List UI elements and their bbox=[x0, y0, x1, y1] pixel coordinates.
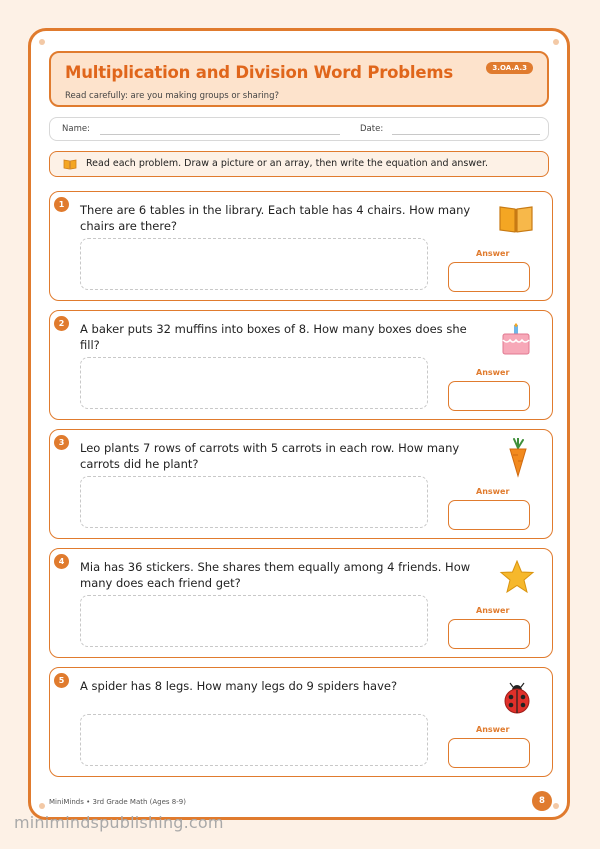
problem-number: 1 bbox=[54, 197, 69, 212]
problem-card bbox=[49, 548, 553, 658]
corner-dot bbox=[39, 39, 45, 45]
problem-number: 5 bbox=[54, 673, 69, 688]
cake-icon bbox=[500, 323, 532, 357]
date-label: Date: bbox=[360, 124, 384, 134]
answer-label: Answer bbox=[476, 487, 510, 496]
work-area[interactable] bbox=[80, 595, 428, 647]
answer-label: Answer bbox=[476, 249, 510, 258]
problem-card bbox=[49, 429, 553, 539]
problem-text: Leo plants 7 rows of carrots with 5 carrots in each row. How many carrots did he plant? bbox=[80, 441, 460, 471]
carrot-icon bbox=[504, 438, 532, 478]
problem-text: A baker puts 32 muffins into boxes of 8. How many boxes does she fill? bbox=[80, 322, 467, 352]
problem-card bbox=[49, 310, 553, 420]
page-subtitle: Read carefully: are you making groups or sharing? bbox=[65, 91, 279, 101]
book-icon bbox=[498, 204, 534, 234]
instructions-text: Read each problem. Draw a picture or an array, then write the equation and answer. bbox=[86, 158, 489, 169]
instructions-box bbox=[49, 151, 549, 177]
page-title: Multiplication and Division Word Problems bbox=[65, 63, 453, 82]
ladybug-icon bbox=[502, 682, 532, 714]
standard-badge: 3.OA.A.3 bbox=[486, 62, 533, 74]
footer-text: MiniMinds • 3rd Grade Math (Ages 8-9) bbox=[49, 798, 186, 806]
answer-box[interactable] bbox=[448, 500, 530, 530]
answer-label: Answer bbox=[476, 725, 510, 734]
problem-card bbox=[49, 191, 553, 301]
name-label: Name: bbox=[62, 124, 90, 134]
answer-label: Answer bbox=[476, 368, 510, 377]
student-info-bar bbox=[49, 117, 549, 141]
corner-dot bbox=[553, 803, 559, 809]
work-area[interactable] bbox=[80, 238, 428, 290]
work-area[interactable] bbox=[80, 476, 428, 528]
problem-text: A spider has 8 legs. How many legs do 9 spiders have? bbox=[80, 679, 398, 693]
page-number: 8 bbox=[532, 791, 552, 811]
problem-card bbox=[49, 667, 553, 777]
problem-number: 3 bbox=[54, 435, 69, 450]
name-field[interactable] bbox=[100, 134, 340, 135]
problem-number: 4 bbox=[54, 554, 69, 569]
answer-box[interactable] bbox=[448, 262, 530, 292]
date-field[interactable] bbox=[392, 134, 540, 135]
worksheet-page bbox=[28, 28, 570, 820]
star-icon bbox=[499, 560, 535, 594]
answer-label: Answer bbox=[476, 606, 510, 615]
watermark: minimindspublishing.com bbox=[14, 813, 224, 832]
problem-text: Mia has 36 stickers. She shares them equally among 4 friends. How many does each friend get? bbox=[80, 560, 471, 590]
problem-number: 2 bbox=[54, 316, 69, 331]
answer-box[interactable] bbox=[448, 381, 530, 411]
corner-dot bbox=[39, 803, 45, 809]
answer-box[interactable] bbox=[448, 738, 530, 768]
book-icon bbox=[63, 159, 77, 170]
answer-box[interactable] bbox=[448, 619, 530, 649]
work-area[interactable] bbox=[80, 357, 428, 409]
corner-dot bbox=[553, 39, 559, 45]
problem-text: There are 6 tables in the library. Each table has 4 chairs. How many chairs are there? bbox=[80, 203, 471, 233]
worksheet-header bbox=[49, 51, 549, 107]
work-area[interactable] bbox=[80, 714, 428, 766]
